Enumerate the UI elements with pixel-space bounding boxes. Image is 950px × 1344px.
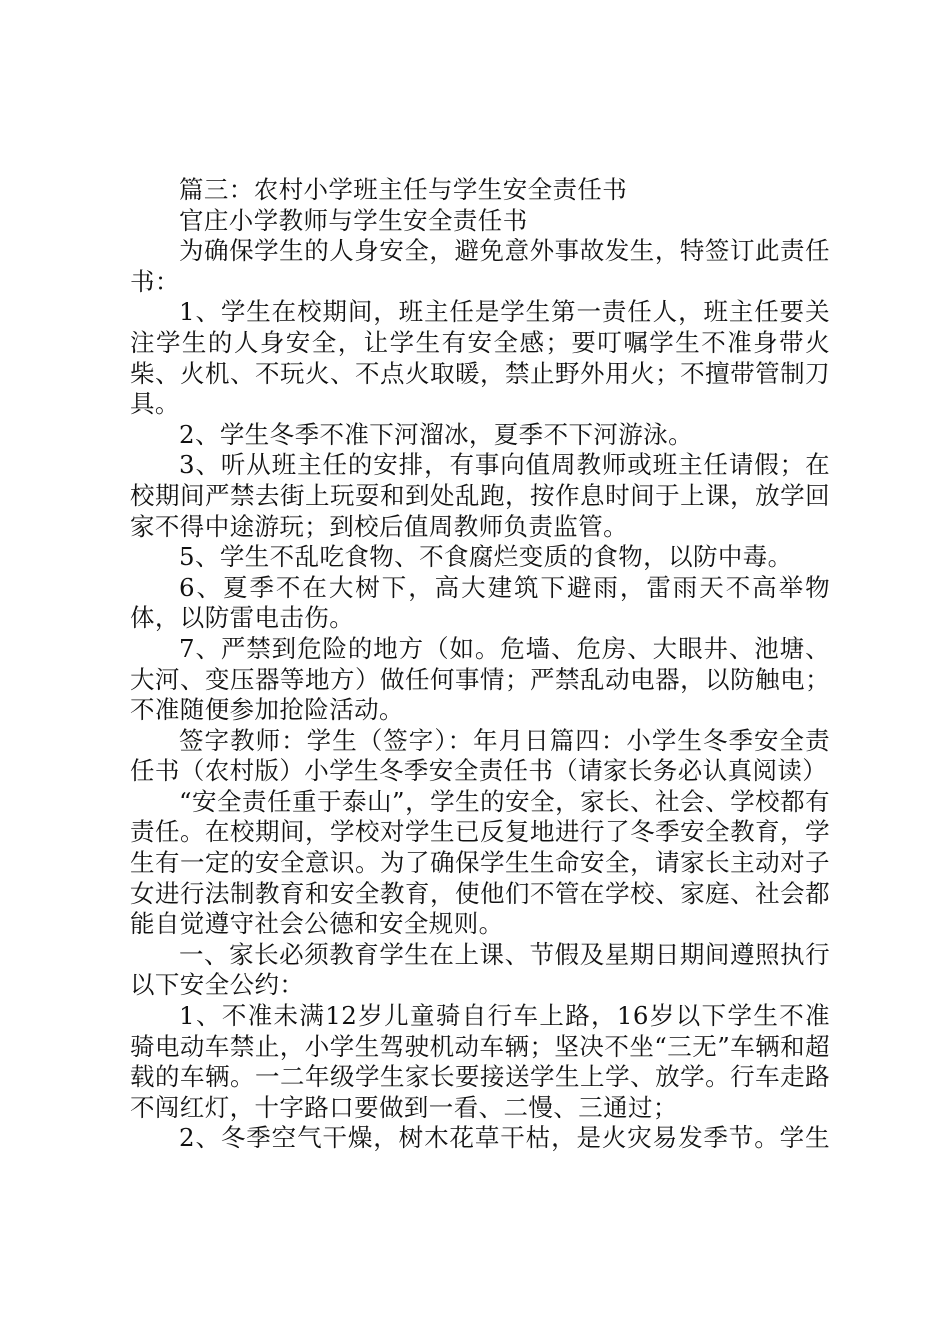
- document-page: [130, 175, 830, 1154]
- convention-2-paragraph: 2、冬季空气干燥，树木花草干枯，是火灾易发季节。学生: [179, 1123, 830, 1153]
- parent-duty-paragraph: 一、家长必须教育学生在上课、节假及星期日期间遵照执行以下安全公约：: [130, 939, 830, 1000]
- section-heading: 篇三：农村小学班主任与学生安全责任书: [179, 175, 628, 204]
- convention-1-paragraph: 1、不准未满12岁儿童骑自行车上路，16岁以下学生不准骑电动车禁止，小学生驾驶机动车辆；坚决不坐“三无”车辆和超载的车辆。一二年级学生家长要接送学生上学、放学。行车走路不闯红灯，十字路口要做到一看、二慢、三通过；: [130, 1001, 830, 1122]
- rule-5-paragraph: 5、学生不乱吃食物、不食腐烂变质的食物，以防中毒。: [179, 542, 793, 572]
- intro-paragraph: 为确保学生的人身安全，避免意外事故发生，特签订此责任书：: [130, 236, 830, 296]
- signature-paragraph: 签字教师：学生（签字）：年月日篇四：小学生冬季安全责任书（农村版）小学生冬季安全责任书（请家长务必认真阅读）: [130, 725, 830, 786]
- rule-7-paragraph: 7、严禁到危险的地方（如。危墙、危房、大眼井、池塘、大河、变压器等地方）做任何事情；严禁乱动电器，以防触电；不准随便参加抢险活动。: [130, 633, 830, 725]
- rule-1-paragraph: 1、学生在校期间，班主任是学生第一责任人，班主任要关注学生的人身安全，让学生有安全感；要叮嘱学生不准身带火柴、火机、不玩火、不点火取暖，禁止野外用火；不擅带管制刀具。: [130, 297, 830, 419]
- safety-responsibility-paragraph: “安全责任重于泰山”，学生的安全，家长、社会、学校都有责任。在校期间，学校对学生已反复地进行了冬季安全教育，学生有一定的安全意识。为了确保学生生命安全，请家长主动对子女进行法制教育和安全教育，使他们不管在学校、家庭、社会都能自觉遵守社会公德和安全规则。: [130, 786, 830, 939]
- rule-6-paragraph: 6、夏季不在大树下，高大建筑下避雨，雷雨天不高举物体，以防雷电击伤。: [130, 572, 830, 633]
- document-title: 官庄小学教师与学生安全责任书: [179, 205, 528, 235]
- rule-3-paragraph: 3、听从班主任的安排，有事向值周教师或班主任请假；在校期间严禁去街上玩耍和到处乱跑，按作息时间于上课，放学回家不得中途游玩；到校后值周教师负责监管。: [130, 450, 830, 541]
- rule-2-paragraph: 2、学生冬季不准下河溜冰，夏季不下河游泳。: [179, 419, 693, 449]
